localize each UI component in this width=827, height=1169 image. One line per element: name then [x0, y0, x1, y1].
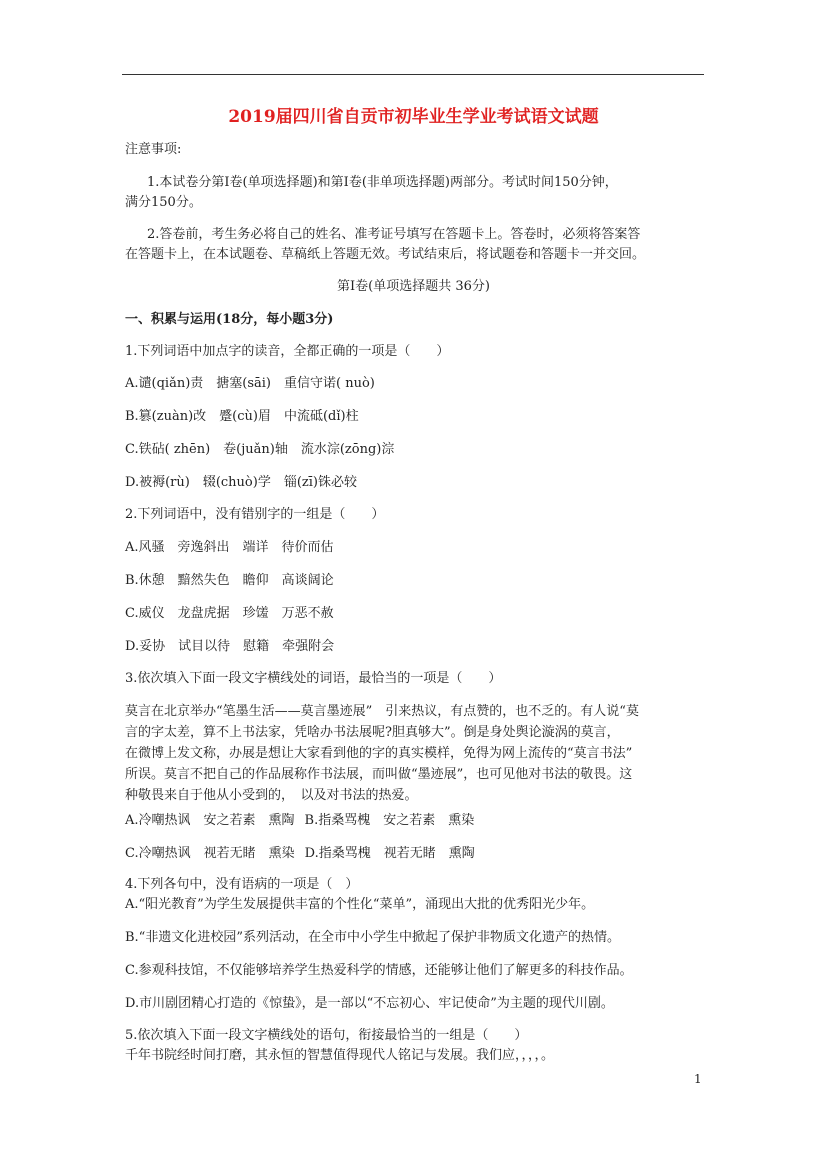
page-number: 1: [694, 1072, 702, 1086]
q4-option-a: A.“阳光教育”为学生发展提供丰富的个性化“菜单”，涌现出大批的优秀阳光少年。: [125, 897, 595, 912]
q2-option-b: B.休憩 黯然失色 瞻仰 高谈阔论: [125, 573, 334, 588]
q1-stem: 1.下列词语中加点字的读音，全都正确的一项是（ ）: [125, 344, 450, 359]
q3-stem: 3.依次填入下面一段文字横线处的词语，最恰当的一项是（ ）: [125, 671, 502, 686]
q5-stem: 5.依次填入下面一段文字横线处的语句，衔接最恰当的一组是（ ）: [125, 1028, 528, 1043]
notice-1-line-1: 1.本试卷分第Ⅰ卷(单项选择题)和第Ⅰ卷(非单项选择题)两部分。考试时间150分钟，: [147, 175, 618, 190]
q1-option-a: A.谴(qiǎn)责 搪塞(sāi) 重信守诺( nuò): [125, 376, 375, 391]
q4-option-d: D.市川剧团精心打造的《惊蛰》，是一部以“不忘初心、牢记使命”为主题的现代川剧。: [125, 996, 614, 1011]
section-1-heading: 一、积累与运用(18分，每小题3分): [125, 312, 334, 327]
q2-option-c: C.威仪 龙盘虎据 珍馐 万恶不赦: [125, 606, 334, 621]
q1-option-d: D.被褥(rù) 辍(chuò)学 锱(zī)铢必较: [125, 475, 357, 490]
q3-option-c: C.冷嘲热讽 视若无睹 熏染: [125, 846, 295, 861]
q1-option-c: C.铁砧( zhēn) 卷(juǎn)轴 流水淙(zōng)淙: [125, 442, 395, 457]
q1-option-b: B.篡(zuàn)改 蹙(cù)眉 中流砥(dǐ)柱: [125, 409, 359, 424]
notice-2-line-2: 在答题卡上，在本试题卷、草稿纸上答题无效。考试结束后，将试题卷和答题卡一并交回。: [125, 247, 646, 262]
q4-stem: 4.下列各句中，没有语病的一项是（ ）: [125, 877, 359, 892]
part-1-heading: 第Ⅰ卷(单项选择题共 36分): [337, 279, 490, 294]
notice-1-line-2: 满分150分。: [125, 195, 202, 210]
q3-passage-line-4: 所误。莫言不把自己的作品展称作书法展，而叫做“墨迹展”，也可见他对书法的敬畏。这: [125, 767, 633, 782]
q2-option-a: A.风骚 旁逸斜出 端详 待价而估: [125, 540, 334, 555]
header-rule: [122, 74, 704, 75]
q3-option-a: A.冷嘲热讽 安之若素 熏陶: [125, 813, 295, 828]
q2-stem: 2.下列词语中，没有错别字的一组是（ ）: [125, 507, 385, 522]
q4-option-c: C.参观科技馆，不仅能够培养学生热爱科学的情感，还能够让他们了解更多的科技作品。: [125, 963, 633, 978]
q3-options-row-2: [125, 843, 475, 865]
exam-title: 2019届四川省自贡市初毕业生学业考试语文试题: [228, 107, 599, 127]
q3-option-b: B.指桑骂槐 安之若素 熏染: [304, 813, 475, 828]
notice-heading: 注意事项:: [125, 142, 182, 157]
q3-passage-line-5: 种敬畏来自于他从小受到的， 以及对书法的热爱。: [125, 788, 418, 803]
q3-options-row-1: [125, 810, 474, 832]
notice-2-line-1: 2.答卷前，考生务必将自己的姓名、准考证号填写在答题卡上。答卷时，必须将答案答: [147, 227, 641, 242]
q3-passage-line-3: 在微博上发文称，办展是想让大家看到他的字的真实模样，免得为网上流传的“莫言书法”: [125, 746, 633, 761]
q5-passage-line-1: 千年书院经时间打磨，其永恒的智慧值得现代人铭记与发展。我们应，，，，。: [125, 1048, 555, 1063]
q3-option-d: D.指桑骂槐 视若无睹 熏陶: [304, 846, 475, 861]
q4-option-b: B.“非遗文化进校园”系列活动，在全市中小学生中掀起了保护非物质文化遗产的热情。: [125, 930, 620, 945]
q3-passage-line-1: 莫言在北京举办“笔墨生活——莫言墨迹展” 引来热议，有点赞的，也不乏的。有人说“莫: [125, 704, 639, 719]
q3-passage-line-2: 言的字太差，算不上书法家，凭啥办书法展呢?胆真够大”。倒是身处舆论漩涡的莫言，: [125, 725, 620, 740]
q2-option-d: D.妥协 试目以待 慰籍 牵强附会: [125, 639, 335, 654]
